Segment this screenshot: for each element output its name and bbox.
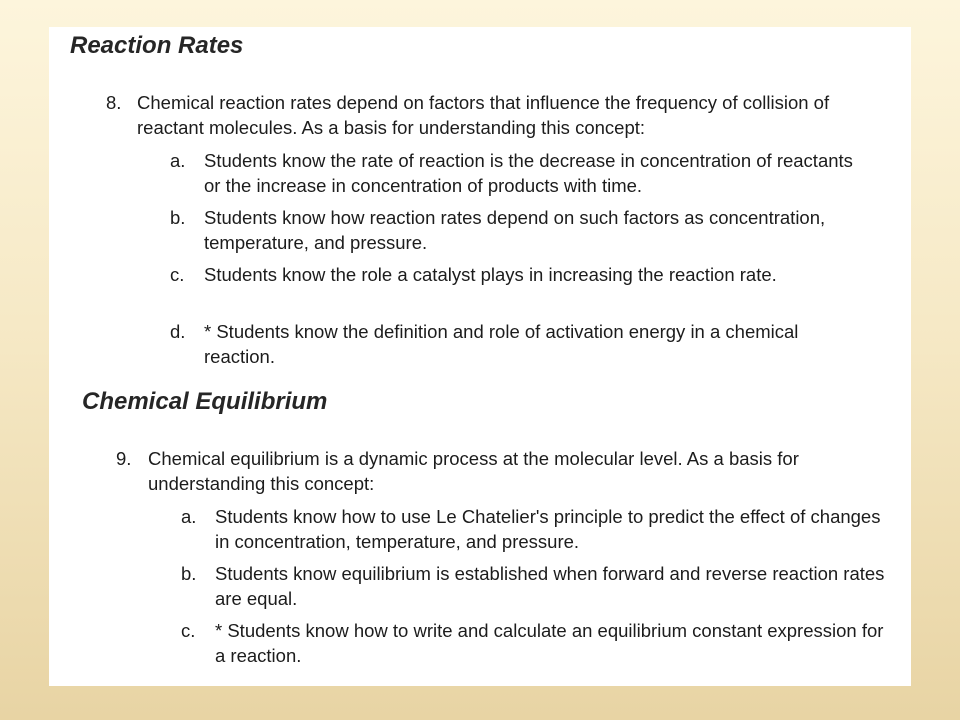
standard-text: Chemical reaction rates depend on factors that influence the frequency of collision of reactant molecules. As a basis for understanding this concept: bbox=[137, 92, 830, 138]
item-letter: c. bbox=[181, 620, 196, 641]
item-letter: a. bbox=[181, 506, 197, 527]
item-text: Students know how reaction rates depend on such factors as concentration, temperature, and pressure. bbox=[204, 207, 826, 253]
item-text: Students know equilibrium is established when forward and reverse reaction rates are equal. bbox=[215, 563, 885, 609]
item-text: Students know the rate of reaction is the decrease in concentration of reactants or the increase in concentration of products with time. bbox=[204, 150, 853, 196]
item-letter: d. bbox=[170, 321, 186, 342]
item-text: * Students know the definition and role of activation energy in a chemical reaction. bbox=[204, 321, 799, 367]
standard-9 bbox=[116, 446, 836, 496]
standard-number: 8. bbox=[106, 92, 122, 113]
item-text: * Students know how to write and calculate an equilibrium constant expression for a reaction. bbox=[215, 620, 884, 666]
section-heading-reaction-rates: Reaction Rates bbox=[70, 32, 244, 59]
item-letter: b. bbox=[170, 207, 186, 228]
standard-9-item-b bbox=[181, 561, 886, 611]
item-letter: a. bbox=[170, 150, 186, 171]
item-letter: b. bbox=[181, 563, 197, 584]
standard-8-item-c bbox=[170, 262, 860, 287]
item-text: Students know the role a catalyst plays in increasing the reaction rate. bbox=[204, 264, 777, 285]
item-text: Students know how to use Le Chatelier's principle to predict the effect of changes in concentration, temperature, and pressure. bbox=[215, 506, 881, 552]
standard-8-item-b bbox=[170, 205, 860, 255]
standard-number: 9. bbox=[116, 448, 132, 469]
item-letter: c. bbox=[170, 264, 185, 285]
standard-9-item-c bbox=[181, 618, 886, 668]
standard-8-item-d bbox=[170, 319, 860, 369]
standard-8-item-a bbox=[170, 148, 860, 198]
standard-9-item-a bbox=[181, 504, 886, 554]
standard-text: Chemical equilibrium is a dynamic process at the molecular level. As a basis for understanding this concept: bbox=[148, 448, 799, 494]
document-page bbox=[49, 27, 911, 686]
section-heading-chemical-equilibrium: Chemical Equilibrium bbox=[82, 388, 328, 415]
standard-8 bbox=[106, 90, 866, 140]
